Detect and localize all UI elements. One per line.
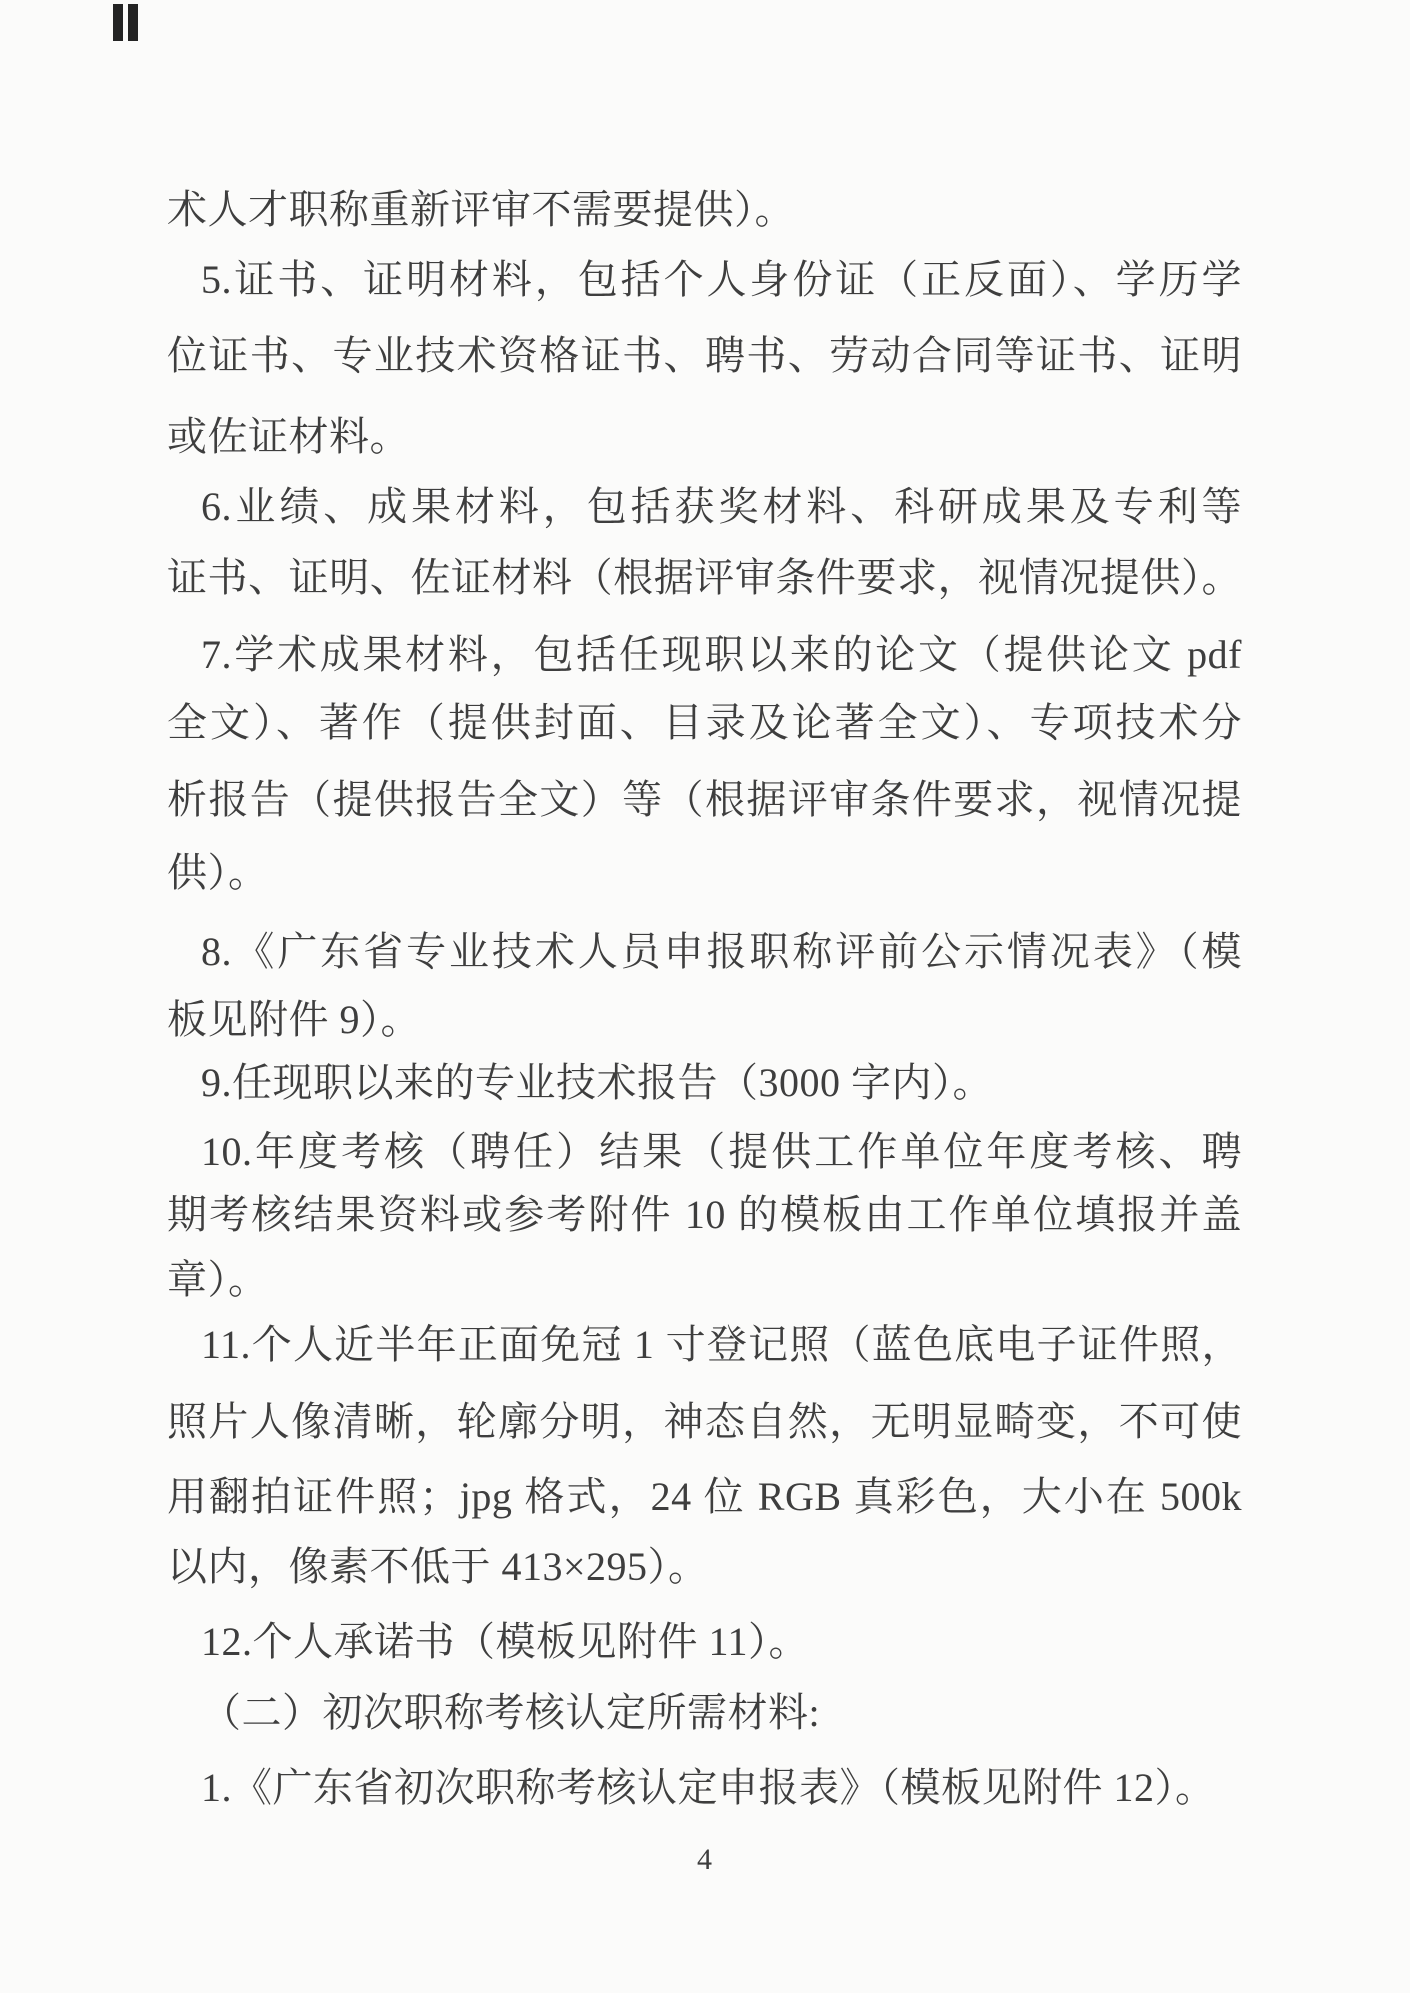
text-line: 6.业绩、成果材料，包括获奖材料、科研成果及专利等 <box>201 484 1242 529</box>
scan-artifact <box>113 4 138 41</box>
scan-mark <box>128 4 138 41</box>
text-line: 1.《广东省初次职称考核认定申报表》（模板见附件 12）。 <box>201 1765 1216 1810</box>
text-line: 7.学术成果材料，包括任现职以来的论文（提供论文 pdf <box>201 632 1242 677</box>
text-line: 章）。 <box>167 1257 269 1302</box>
page-number: 4 <box>697 1843 712 1876</box>
text-line: 以内，像素不低于 413×295）。 <box>167 1544 709 1589</box>
text-line: 10.年度考核（聘任）结果（提供工作单位年度考核、聘 <box>201 1129 1242 1174</box>
text-line: 12.个人承诺书（模板见附件 11）。 <box>201 1619 810 1664</box>
text-line: 11.个人近半年正面免冠 1 寸登记照（蓝色底电子证件照， <box>201 1322 1242 1367</box>
text-line: 期考核结果资料或参考附件 10 的模板由工作单位填报并盖 <box>167 1192 1242 1237</box>
text-line: 位证书、专业技术资格证书、聘书、劳动合同等证书、证明 <box>167 333 1242 378</box>
text-line: 供）。 <box>167 850 269 895</box>
text-line: 析报告（提供报告全文）等（根据评审条件要求，视情况提 <box>167 777 1242 822</box>
text-line: 全文）、著作（提供封面、目录及论著全文）、专项技术分 <box>167 700 1242 745</box>
text-line: （二）初次职称考核认定所需材料: <box>201 1690 821 1735</box>
text-line: 照片人像清晰，轮廓分明，神态自然，无明显畸变，不可使 <box>167 1399 1242 1444</box>
text-line: 板见附件 9）。 <box>167 997 421 1042</box>
text-line: 9.任现职以来的专业技术报告（3000 字内）。 <box>201 1060 993 1105</box>
text-line: 术人才职称重新评审不需要提供）。 <box>167 187 795 232</box>
text-line: 8.《广东省专业技术人员申报职称评前公示情况表》（模 <box>201 929 1242 974</box>
text-line: 5.证书、证明材料，包括个人身份证（正反面）、学历学 <box>201 257 1242 302</box>
scan-mark <box>113 4 123 41</box>
text-line: 用翻拍证件照；jpg 格式，24 位 RGB 真彩色，大小在 500k <box>167 1474 1242 1519</box>
text-line: 证书、证明、佐证材料（根据评审条件要求，视情况提供）。 <box>167 555 1242 600</box>
text-line: 或佐证材料。 <box>167 414 410 459</box>
